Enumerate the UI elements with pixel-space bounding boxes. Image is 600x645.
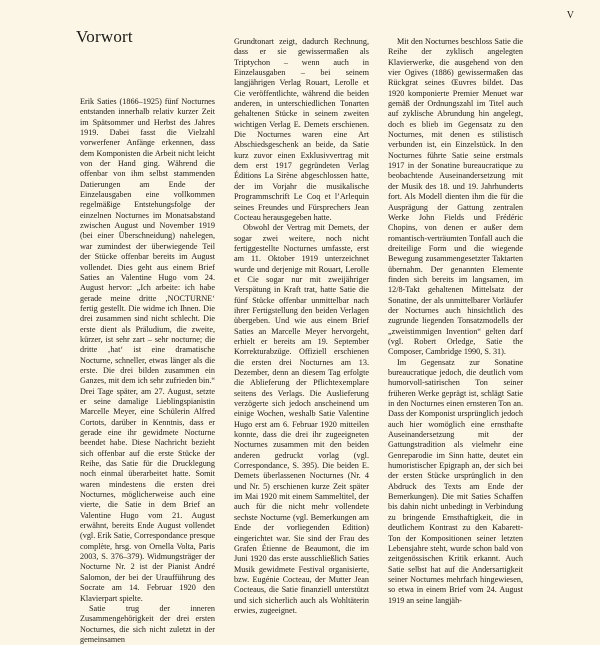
text-column-2 [234, 37, 369, 615]
paragraph: Satie trug der inneren Zusammengehörigkeit der drei ersten Nocturnes, die sich nicht zuletzt in der gemeinsamen [80, 603, 215, 644]
section-heading: Vorwort [76, 27, 133, 46]
text-column-3 [388, 37, 523, 605]
paragraph: Erik Saties (1866–1925) fünf Nocturnes entstanden innerhalb relativ kurzer Zeit im Spätsommer und Herbst des Jahres 1919. Dabei fasst die Vielzahl vorwerfener Anfänge erkennen, dass dem Komponisten die Arbeit nicht leicht von der Hand ging. Während die offenbar von ihm selbst stammenden Datierungen am Ende der Einzelausgaben eine vollkommen regelmäßige Entstehungsfolge der einzelnen Nocturnes im Monatsabstand zwischen August und November 1919 (bei einer Überschneidung) nahelegen, war zumindest der überwiegende Teil der Stücke offenbar bereits im August vollendet. Dies geht aus einem Brief Saties an Valentine Hugo vom 24. August hervor: „Ich arbeite: ich habe gerade meine dritte ‚NOCTURNE‘ fertig gestellt. Die widme ich Ihnen. Die drei zusammen sind nicht schlecht. Die erste dient als Präludium, die zweite, kürzer, ist sehr zart – sehr nocturne; die dritte ‚hat‘ ist eine dramatische Nocturne, schneller, etwas länger als die erste. Die drei bilden zusammen ein Ganzes, mit dem ich sehr zufrieden bin.“ Drei Tage später, am 27. August, setzte er seine damalige Lieblingspianistin Marcelle Meyer, eine Schülerin Alfred Cortots, darüber in Kenntnis, dass er gerade eine ihr gewidmete Nocturne beendet habe. Diese Nachricht bezieht sich offenbar auf die erste Stücke der Reihe, das Satie für die Drucklegung noch einmal überarbeitet hatte. Somit waren mindestens die ersten drei Nocturnes, möglicherweise auch eine vierte, die Satie in dem Brief an Valentine Hugo vom 21. August erwähnt, bereits Ende August vollendet (vgl. Erik Satie, Correspondance presque complète, hrsg. von Ornella Volta, Paris 2003, S. 376–379). Widmungsträger der Nocturne Nr. 2 ist der Pianist André Salomon, der bei der Uraufführung des Socrate am 14. Februar 1920 den Klavierpart spielte. [80, 97, 215, 603]
text-column-1 [80, 97, 215, 644]
paragraph: Im Gegensatz zur Sonatine bureaucratique jedoch, die deutlich vom humorvoll-satirischen Ton seiner früheren Werke geprägt ist, schlägt Satie in den Nocturnes einen ernsteren Ton an. Dass der Komponist ursprünglich jedoch auch hier womöglich eine ernsthafte Auseinandersetzung mit der Gattungstradition als vielmehr eine Genreparodie im Sinn hatte, deutet ein humoristischer Epigraph an, der sich bei der ersten Stücke ursprünglich in den Abdruck des Texts am Ende der Bemerkungen). Die mit Saties Schaffen bis dahin nicht unbedingt in Verbindung zu bringende Ernsthaftigkeit, die in deutlichem Kontrast zu den Kabarett-Ton der Kompositionen seiner letzten Lebensjahre steht, wurde schon bald von zeitgenössischen Kritik erkannt. Auch Satie selbst hat auf die Andersartigkeit seiner Nocturnes mehrfach hingewiesen, so etwa in einem Brief vom 24. August 1919 an seine langjäh- [388, 357, 523, 605]
paragraph: Obwohl der Vertrag mit Demets, der sogar zwei weitere, noch nicht fertiggestellte Nocturnes umfasste, erst am 11. Oktober 1919 unterzeichnet wurde und derjenige mit Rouart, Lerolle et Cie sogar nur mit zweijähriger Verspätung in Kraft trat, hatte Satie die fünf Stücke offenbar unmittelbar nach ihrer Fertigstellung den beiden Verlagen übergeben. Und wie aus einem Brief Saties an Marcelle Meyer hervorgeht, erhielt er bereits am 19. September Korrekturabzüge. Offiziell erschienen die ersten drei Nocturnes am 13. Dezember, denn an diesem Tag erfolgte die Ablieferung der Pflichtexemplare seitens des Verlags. Die Auslieferung verzögerte sich jedoch anscheinend um einige Wochen, weshalb Satie Valentine Hugo erst am 6. Februar 1920 mitteilen konnte, dass die drei ihr zugeeigneten Nocturnes zusammen mit den beiden anderen gedruckt vorlag (vgl. Correspondance, S. 395). Die beiden E. Demets überlassenen Nocturnes (Nr. 4 und Nr. 5) erschienen kurze Zeit später im Mai 1920 mit einem Sammeltitel, der auch für die nicht mehr vollendete sechste Nocturne (vgl. Bemerkungen am Ende der vorliegenden Edition) eingerichtet war. Sie sind der Frau des Grafen Étienne de Beaumont, die im Juni 1920 das erste ausschließlich Saties Musik gewidmete Festival organisierte, bzw. Eugénie Cocteau, der Mutter Jean Cocteaus, die Satie finanziell unterstützt und sich sicherlich auch als Wohltäterin erwies, zugeeignet. [234, 223, 369, 615]
paragraph: Mit den Nocturnes beschloss Satie die Reihe der zyklisch angelegten Klavierwerke, die ausgehend von den vier Ogives (1886) gewissermaßen das Rückgrat seines Œuvres bildet. Das 1920 komponierte Premier Menuet war gemäß der Ordnungszahl im Titel auch auf zyklische Abrundung hin angelegt, doch es blieb im Gegensatz zu den Nocturnes, mit denen es stilistisch verbunden ist, ein Einzelstück. In den Nocturnes führte Satie seine erstmals 1917 in der Sonatine bureaucratique zu beobachtende Auseinandersetzung mit der Musik des 18. und 19. Jahrhunderts fort. Als Modell dienten ihm die für die Ausprägung der Gattung zentralen Werke John Fields und Frédéric Chopins, von denen er außer dem romantisch-verträumten Tonfall auch die dreiteilige Form und die wiegende Bewegung zusammengesetzter Taktarten übernahm. Der genannten Elemente finden sich bereits im langsamen, im 12/8-Takt gehaltenen Mittelsatz der Sonatine, der als unmittelbarer Vorläufer der Nocturnes auch hinsichtlich des zugrunde liegenden Tonsatzmodells der „zweistimmigen Invention“ gelten darf (vgl. Robert Orledge, Satie the Composer, Cambridge 1990, S. 31). [388, 37, 523, 357]
page-number: V [566, 10, 574, 21]
paragraph: Grundtonart zeigt, dadurch Rechnung, dass er sie gewissermaßen als Triptychon – wenn auch in Einzelausgaben – bei seinem langjährigen Verlag Rouart, Lerolle et Cie veröffentlichte, während die beiden anderen, in unterschiedlichen Tonarten gehaltenen Stücke in seinem zweiten wichtigen Verlag E. Demets erschienen. Die Nocturnes waren eine Art Abschiedsgeschenk an beide, da Satie kurz zuvor einen Exklusivvertrag mit dem erst 1917 gegründeten Verlag Éditions La Sirène abgeschlossen hatte, der im Vorjahr die musikalische Programmschrift Le Coq et l’Arlequin seines Freundes und Fürsprechers Jean Cocteau herausgegeben hatte. [234, 37, 369, 222]
